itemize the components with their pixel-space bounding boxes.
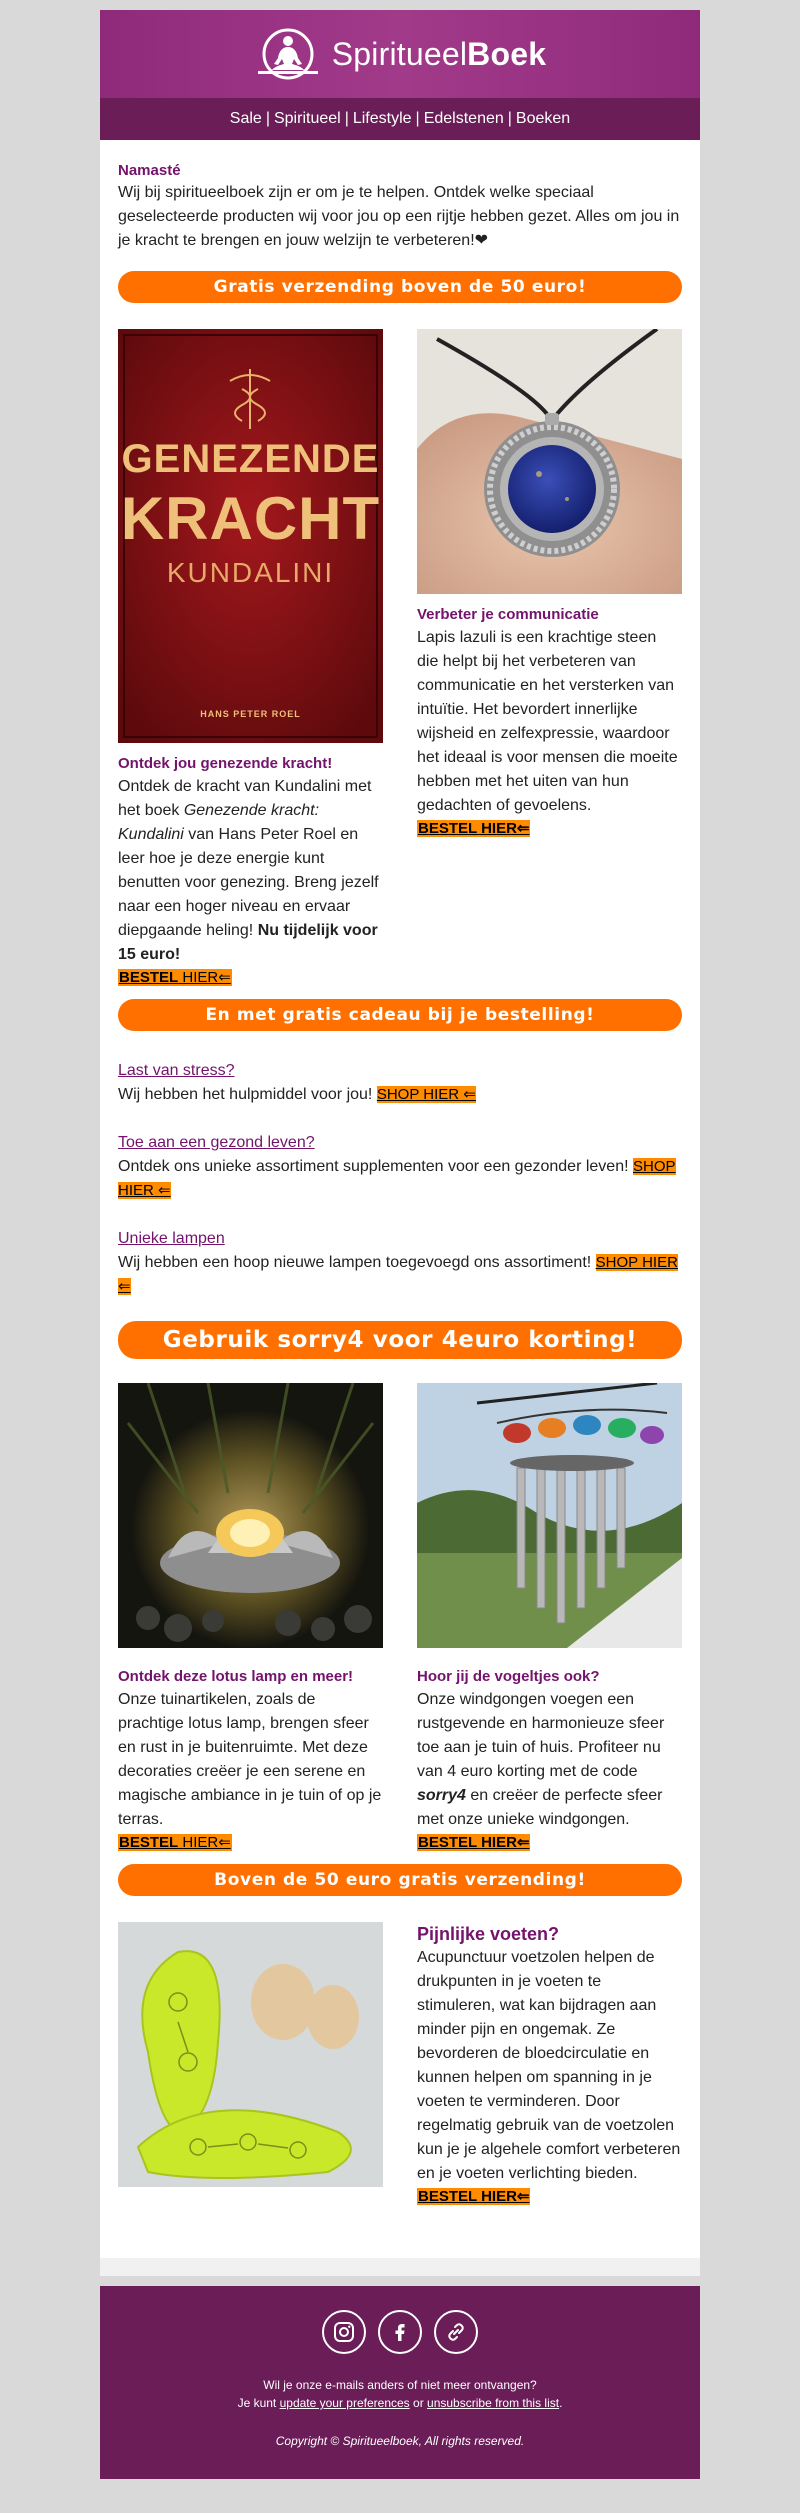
footer-line1: Wil je onze e-mails anders of niet meer ontvangen? bbox=[263, 2378, 537, 2392]
product-windchime-text-a: Onze windgongen voegen een rustgevende en harmonieuze sfeer toe aan je tuin of huis. Profiteer nu van 4 euro korting met de code bbox=[417, 1691, 665, 1780]
insoles-image[interactable] bbox=[118, 1922, 383, 2187]
header bbox=[100, 10, 700, 98]
banner-free-gift[interactable]: En met gratis cadeau bij je bestelling! bbox=[118, 999, 682, 1031]
product-windchime-title: Hoor jij de vogeltjes ook? bbox=[417, 1668, 600, 1685]
product-lotus-title: Ontdek deze lotus lamp en meer! bbox=[118, 1668, 354, 1685]
link-unieke-lampen[interactable]: Unieke lampen bbox=[118, 1230, 225, 1247]
nav-separator: | bbox=[265, 110, 270, 127]
book-cover-line1: GENEZENDE bbox=[121, 437, 380, 481]
product-lotus bbox=[118, 1383, 383, 1854]
product-lapis bbox=[417, 329, 682, 989]
bestel-hier-button[interactable]: BESTEL HIER⇐ bbox=[418, 820, 530, 837]
top-nav bbox=[100, 98, 700, 140]
link-block-stress bbox=[118, 1059, 682, 1107]
product-row-3 bbox=[118, 1922, 682, 2258]
footer-line2-b: or bbox=[409, 2396, 428, 2410]
nav-item-sale[interactable]: Sale bbox=[229, 110, 262, 127]
product-lapis-title: Verbeter je communicatie bbox=[417, 606, 599, 623]
unsubscribe-link[interactable]: unsubscribe from this list bbox=[427, 2396, 560, 2410]
product-insoles-text: Acupunctuur voetzolen helpen de drukpunten in je voeten te stimuleren, wat kan bijdragen aan minder pijn en ongemak. Ze bevorderen de bloedcirculatie en kunnen helpen om spanning in je voeten te verminderen. Door regelmatig gebruik van de voetzolen kun je je algehele comfort verbeteren en je voeten verlichting bieden. bbox=[417, 1949, 681, 2182]
product-book bbox=[118, 329, 383, 989]
shop-hier-button[interactable]: SHOP HIER ⇐ bbox=[376, 1086, 476, 1103]
cta-bold: BESTEL bbox=[119, 1834, 179, 1851]
banner-discount-code[interactable]: Gebruik sorry4 voor 4euro korting! bbox=[118, 1321, 682, 1359]
nav-separator: | bbox=[415, 110, 420, 127]
logo-text-light: Spiritueel bbox=[331, 35, 468, 72]
product-insoles bbox=[417, 1922, 682, 2208]
book-cover-author: HANS PETER ROEL bbox=[200, 709, 301, 719]
cta-rest: HIER⇐ bbox=[178, 1834, 231, 1851]
bestel-hier-button[interactable] bbox=[118, 969, 232, 986]
discount-code: sorry4 bbox=[417, 1787, 466, 1804]
link-stress[interactable]: Last van stress? bbox=[118, 1062, 235, 1079]
product-book-text-italic: Genezende kracht: Kundalini bbox=[118, 802, 320, 843]
product-windchime-text bbox=[417, 1688, 682, 1832]
banner-free-shipping[interactable]: Gratis verzending boven de 50 euro! bbox=[118, 271, 682, 303]
email-container bbox=[100, 10, 700, 2479]
product-lotus-cta-row bbox=[118, 1832, 383, 1854]
link-block-lampen bbox=[118, 1227, 682, 1299]
product-book-title: Ontdek jou genezende kracht! bbox=[118, 755, 333, 772]
product-lotus-text: Onze tuinartikelen, zoals de prachtige lotus lamp, brengen sfeer en rust in je buitenruimte. Met deze decoraties creëer je een serene en magische ambiance in je tuin of op je terras. bbox=[118, 1691, 382, 1828]
lotus-lamp-image[interactable] bbox=[118, 1383, 383, 1648]
link-stress-text: Wij hebben het hulpmiddel voor jou! bbox=[118, 1086, 377, 1103]
bestel-hier-button[interactable]: BESTEL HIER⇐ bbox=[418, 1834, 530, 1851]
product-book-text bbox=[118, 775, 383, 967]
product-book-text-b: van Hans Peter Roel en leer hoe je deze energie kunt benutten voor genezing. Breng jezelf naar een hoger niveau en ervaar diepgaande heling! bbox=[118, 826, 379, 939]
footer bbox=[100, 2286, 700, 2479]
banner-shipping-2[interactable]: Boven de 50 euro gratis verzending! bbox=[118, 1864, 682, 1896]
footer-line2-a: Je kunt bbox=[237, 2396, 280, 2410]
main-content bbox=[100, 140, 700, 2258]
product-windchime-cta-row bbox=[417, 1832, 682, 1854]
link-block-gezond bbox=[118, 1131, 682, 1203]
copyright: Copyright © Spiritueelboek, All rights reserved. bbox=[275, 2434, 525, 2448]
facebook-icon[interactable] bbox=[378, 2310, 422, 2354]
spacer bbox=[100, 2258, 700, 2276]
bestel-hier-button[interactable] bbox=[118, 1834, 232, 1851]
product-windchime bbox=[417, 1383, 682, 1854]
product-lapis-cta-row bbox=[417, 818, 682, 840]
product-book-cta-row bbox=[118, 967, 383, 989]
product-insoles-image-col bbox=[118, 1922, 383, 2208]
link-gezond-text: Ontdek ons unieke assortiment supplementen voor een gezonder leven! bbox=[118, 1158, 633, 1175]
meditation-logo-icon[interactable] bbox=[254, 28, 322, 80]
intro-title: Namasté bbox=[118, 162, 181, 179]
nav-separator: | bbox=[507, 110, 512, 127]
product-book-text-bold: Nu tijdelijk voor 15 euro! bbox=[118, 922, 378, 963]
logo-text-bold: Boek bbox=[467, 35, 547, 72]
product-insoles-cta-row bbox=[417, 2186, 682, 2208]
shop-hier-button[interactable]: SHOP HIER ⇐ bbox=[118, 1254, 678, 1295]
instagram-icon[interactable] bbox=[322, 2310, 366, 2354]
product-insoles-title: Pijnlijke voeten? bbox=[417, 1924, 560, 1944]
cta-bold: BESTEL bbox=[119, 969, 179, 986]
nav-item-edelstenen[interactable]: Edelstenen bbox=[423, 110, 504, 127]
nav-item-boeken[interactable]: Boeken bbox=[515, 110, 571, 127]
product-lapis-text: Lapis lazuli is een krachtige steen die helpt bij het verbeteren van communicatie en het versterken van intuïtie. Het bevordert innerlijke wijsheid en zelfexpressie, waardoor het ideaal is voor mensen die moeite hebben met het uiten van hun gedachten of gevoelens. bbox=[417, 629, 678, 814]
footer-line2 bbox=[100, 2394, 700, 2412]
nav-item-lifestyle[interactable]: Lifestyle bbox=[352, 110, 412, 127]
book-cover-line2: KRACHT bbox=[120, 485, 381, 552]
link-section bbox=[118, 1059, 682, 1299]
nav-item-spiritueel[interactable]: Spiritueel bbox=[273, 110, 341, 127]
link-gezond-leven[interactable]: Toe aan een gezond leven? bbox=[118, 1134, 315, 1151]
cta-rest: HIER⇐ bbox=[178, 969, 231, 986]
product-row-2 bbox=[118, 1383, 682, 1854]
intro-text: Wij bij spiritueelboek zijn er om je te helpen. Ontdek welke speciaal geselecteerde producten wij voor jou op een rijtje hebben gezet. Alles om jou in je kracht te brengen en jouw welzijn te verbeteren!❤ bbox=[118, 184, 680, 249]
product-windchime-text-b: en creëer de perfecte sfeer met onze unieke windgongen. bbox=[417, 1787, 663, 1828]
nav-separator: | bbox=[344, 110, 349, 127]
social-icons bbox=[100, 2286, 700, 2354]
bestel-hier-button[interactable]: BESTEL HIER⇐ bbox=[418, 2188, 530, 2205]
footer-line2-c: . bbox=[559, 2396, 563, 2410]
link-lampen-text: Wij hebben een hoop nieuwe lampen toegevoegd ons assortiment! bbox=[118, 1254, 596, 1271]
link-icon[interactable] bbox=[434, 2310, 478, 2354]
logo-text[interactable] bbox=[332, 36, 546, 73]
shop-hier-button[interactable]: SHOP HIER ⇐ bbox=[118, 1158, 676, 1199]
windchime-image[interactable] bbox=[417, 1383, 682, 1648]
book-cover-line3: KUNDALINI bbox=[166, 557, 335, 588]
lapis-pendant-image[interactable] bbox=[417, 329, 682, 594]
update-preferences-link[interactable]: update your preferences bbox=[279, 2396, 410, 2410]
product-row-1 bbox=[118, 329, 682, 989]
product-book-text-a: Ontdek de kracht van Kundalini met het boek bbox=[118, 778, 372, 819]
book-cover-image[interactable] bbox=[118, 329, 383, 743]
